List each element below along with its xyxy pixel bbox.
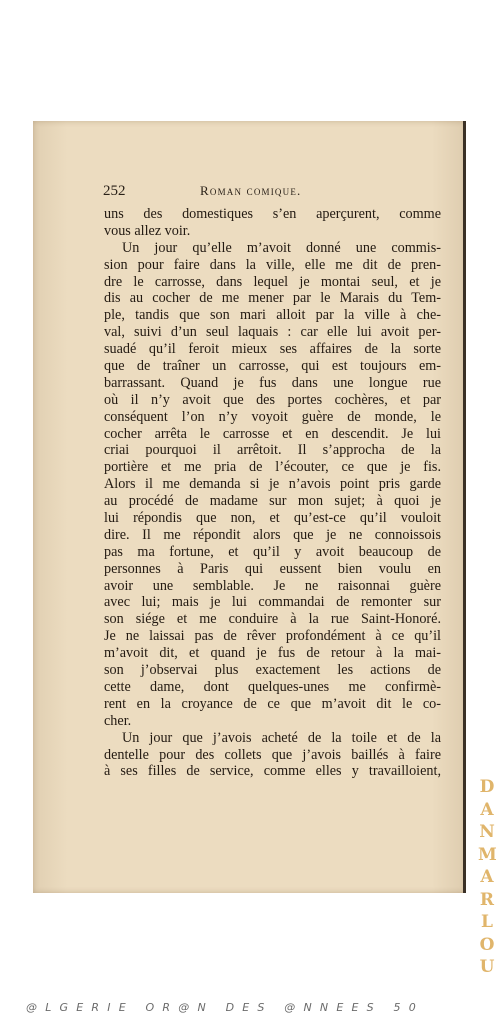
text-line: Un jour que j’avois acheté de la toile et de la	[122, 729, 441, 746]
vertical-watermark-letter: D	[479, 777, 495, 797]
running-title: Roman comique.	[200, 183, 302, 198]
text-line: uns des domestiques s’en aperçurent, comme	[104, 206, 441, 222]
text-line: où il n’y avoit que des portes cochères, et par	[104, 391, 441, 408]
vertical-watermark-letter: N	[479, 822, 495, 842]
vertical-watermark-letter: R	[479, 889, 495, 910]
text-line: suadé qu’il feroit mieux ses affaires de la sorte	[104, 341, 441, 358]
text-line: avec lui; mais je lui commandai de remonter sur	[104, 594, 441, 611]
text-line: portière et me pria de l’écouter, ce que je fis.	[104, 459, 441, 476]
vertical-watermark	[478, 776, 496, 979]
text-line: Un jour qu’elle m’avoit donné une commis-	[122, 239, 441, 256]
text-line: au procédé de madame sur mon sujet; à quoi je	[104, 493, 441, 510]
page-number: 252	[103, 183, 126, 199]
text-line: son siége et me conduire à la rue Saint-Honoré.	[104, 611, 441, 628]
text-line: m’avoit dit, et quand je fus de retour à la mai-	[104, 645, 441, 662]
book-page-scan	[33, 121, 466, 893]
text-line: cocher arrêta le carrosse et en descendit. Je lui	[104, 425, 441, 442]
text-line: cette dame, dont quelques-unes me confirmè-	[104, 678, 441, 695]
text-line: criai pourquoi il arrêtoit. Il s’approcha de la	[104, 442, 441, 459]
text-line: que de traîner un carrosse, qui est toujours em-	[104, 358, 441, 375]
text-line: conséquent l’on n’y voyoit guère de monde, le	[104, 408, 441, 425]
vertical-watermark-letter: A	[480, 799, 494, 820]
text-line: Alors il me demanda si je n’avois point pris garde	[104, 476, 441, 493]
text-line: personnes à Paris qui eussent bien voulu en	[104, 560, 441, 577]
text-line: avoir une semblable. Je ne raisonnai guère	[104, 577, 441, 594]
text-line: son j’observai plus exactement les actions de	[104, 662, 441, 679]
text-line: Je ne laissai pas de rêver profondément à ce qu’il	[104, 628, 441, 645]
text-line: pas ma fortune, et qu’il y avoit beaucoup de	[104, 543, 441, 560]
text-line: lui répondis que non, et qu’est-ce qu’il vouloit	[104, 510, 441, 527]
text-line: ple, tandis que son mari alloit par la ville à che-	[104, 307, 441, 324]
text-line: dis au cocher de me mener par le Marais du Tem-	[104, 290, 441, 307]
footer-watermark: @LGERIE OR@N DES @NNEES 50	[26, 1001, 424, 1014]
vertical-watermark-letter: M	[478, 844, 497, 865]
page-edge-shadow	[463, 121, 466, 893]
vertical-watermark-letter: L	[481, 912, 493, 932]
text-line: vous allez voir.	[104, 222, 191, 239]
vertical-watermark-letter: A	[480, 867, 494, 887]
text-line: sion pour faire dans la ville, elle me dit de pren-	[104, 256, 441, 273]
vertical-watermark-letter: U	[479, 957, 495, 977]
text-line: dre le carrosse, dans lequel je montai seul, et je	[104, 273, 441, 290]
text-line: barrassant. Quand je fus dans une longue rue	[104, 374, 441, 391]
text-line: cher.	[104, 712, 132, 729]
text-line: à ses filles de service, comme elles y travailloient,	[104, 763, 441, 780]
text-line: dire. Il me répondit alors que je ne connoissois	[104, 526, 441, 543]
text-line: dentelle pour des collets que j’avois baillés à faire	[104, 746, 441, 763]
page-header	[103, 183, 445, 203]
body-text	[104, 206, 441, 780]
text-line: val, suivi d’un seul laquais : car elle lui avoit per-	[104, 324, 441, 341]
vertical-watermark-letter: O	[479, 934, 495, 955]
text-line: rent en la croyance de ce que m’avoit dit le co-	[104, 695, 441, 712]
